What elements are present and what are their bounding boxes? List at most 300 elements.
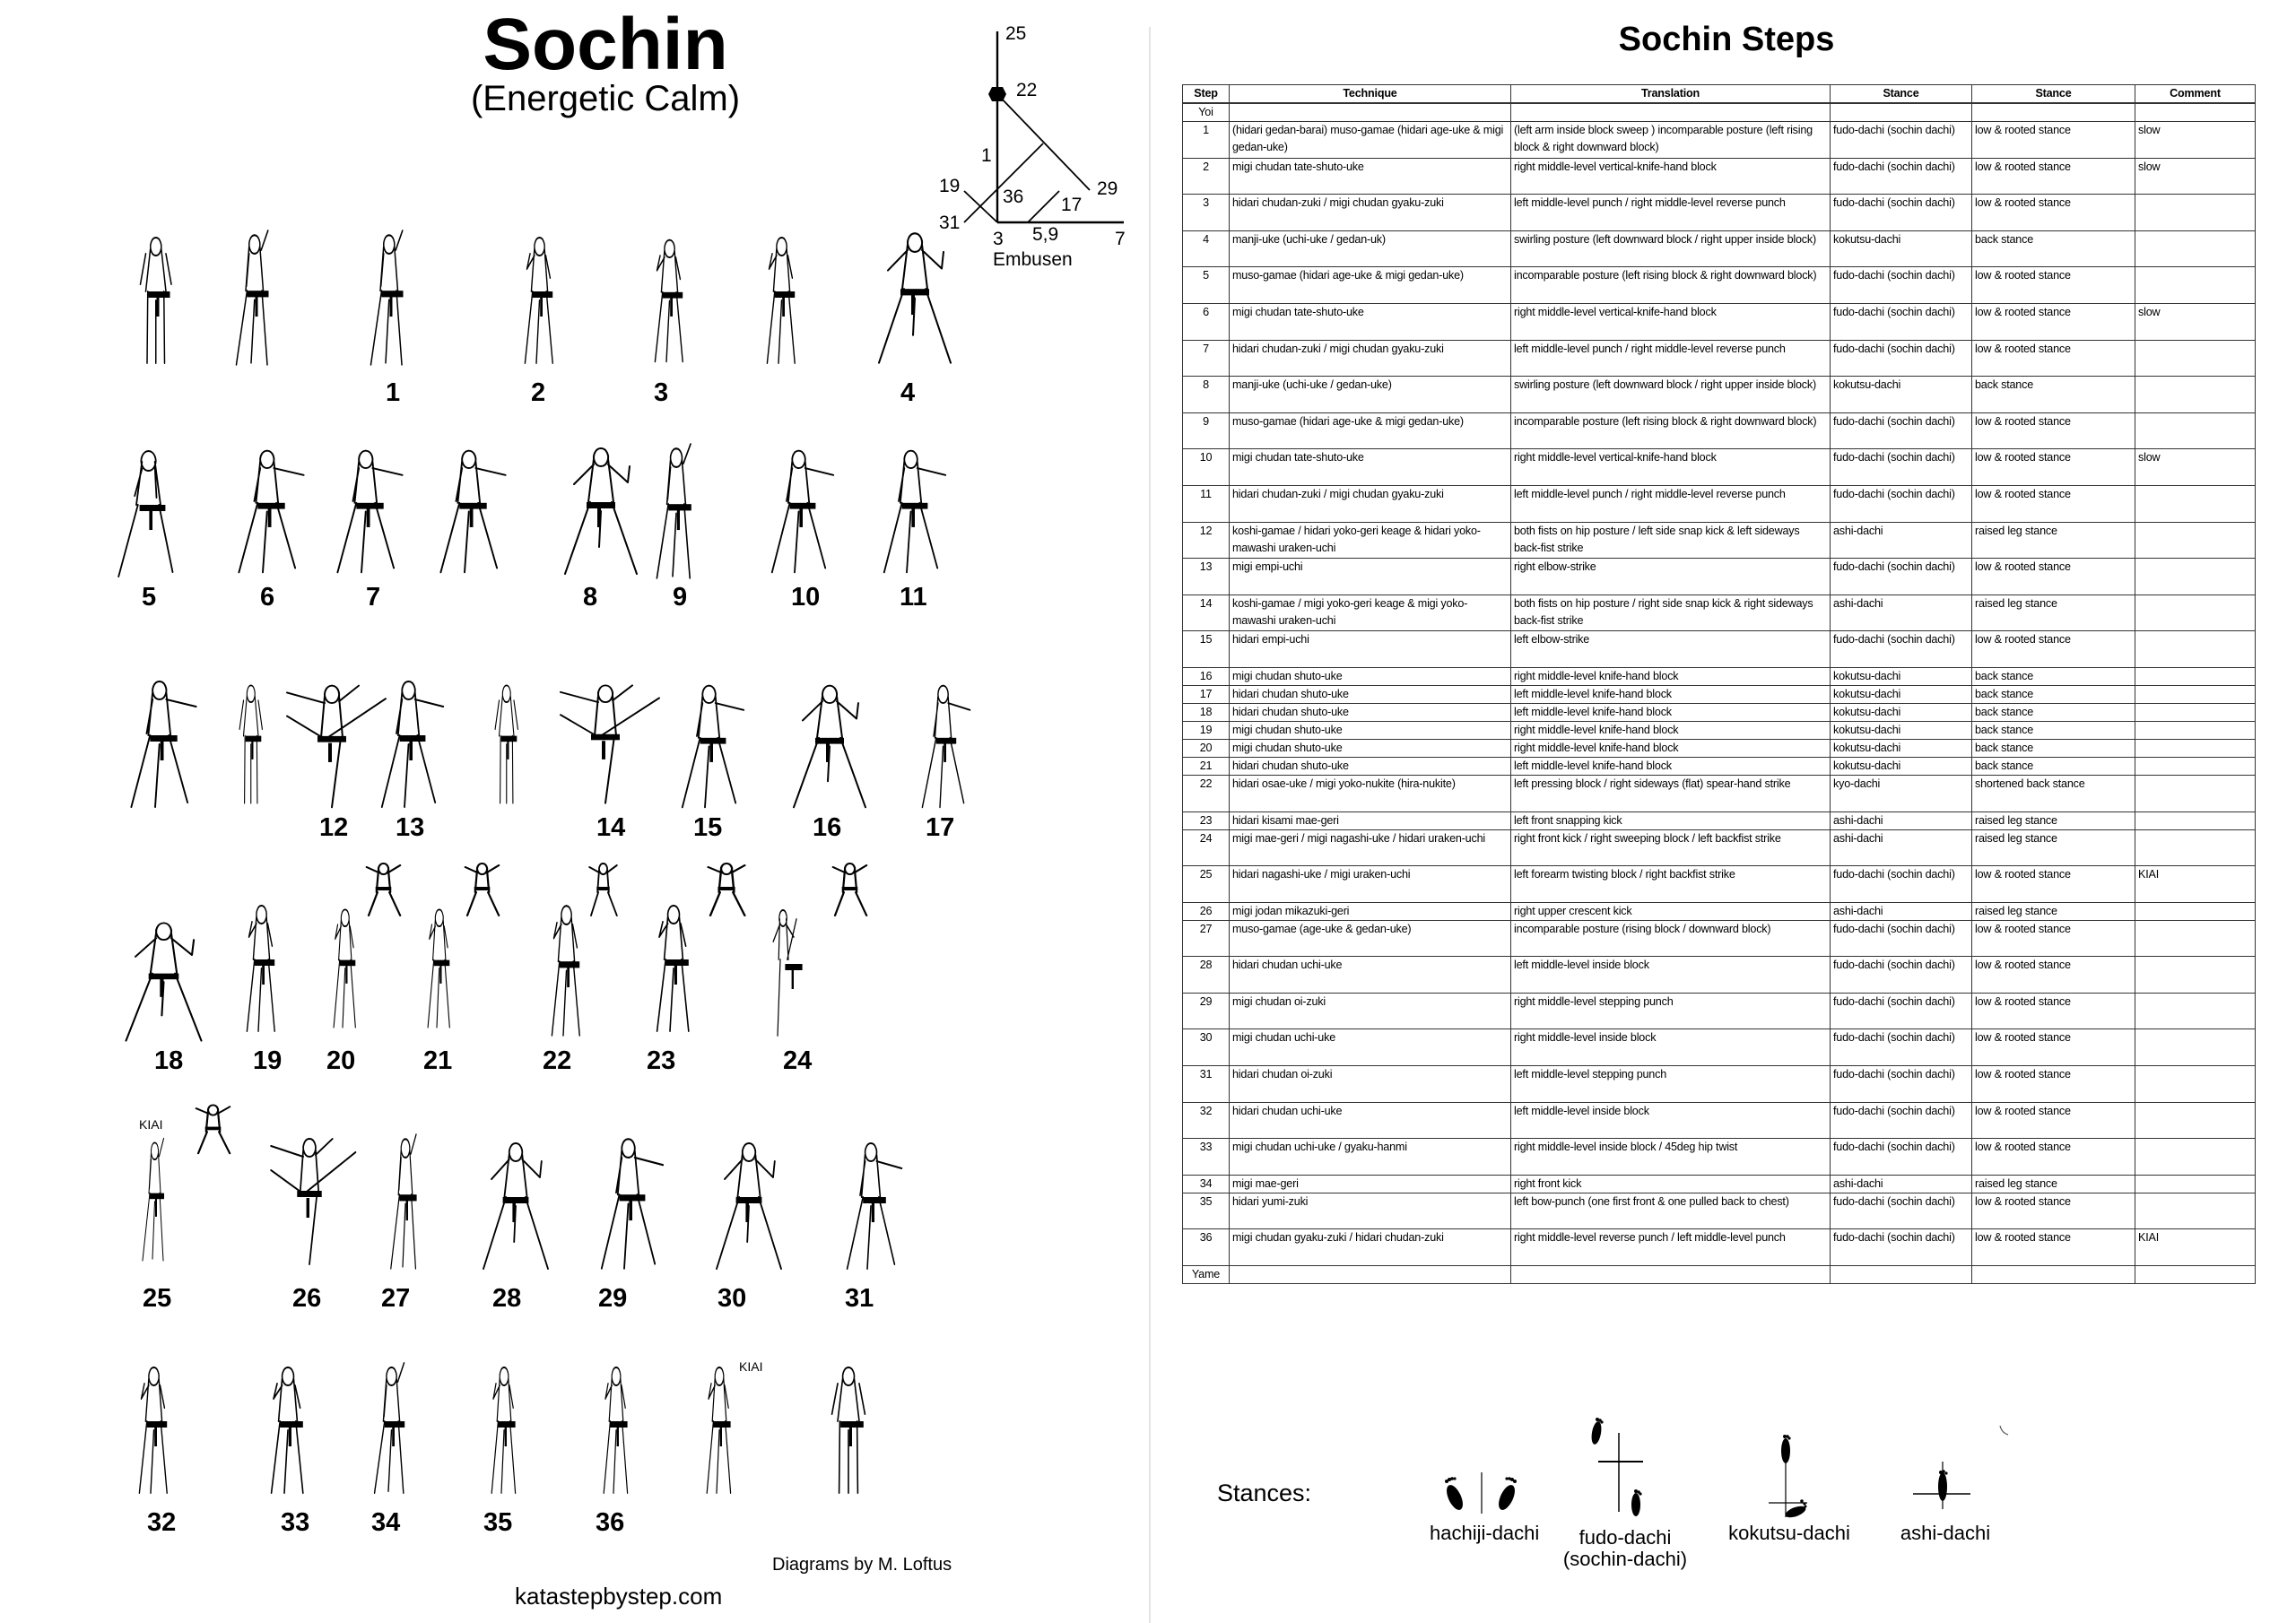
step-cell: 15 [1183, 631, 1230, 668]
stance-description-cell: low & rooted stance [1972, 631, 2135, 668]
karateka-icon [641, 231, 704, 370]
stance-name: ashi-dachi [1900, 1522, 1991, 1544]
technique-cell: koshi-gamae / hidari yoko-geri keage & hidari yoko-mawashi uraken-uchi [1230, 522, 1511, 559]
figure-number: 16 [813, 813, 842, 842]
stance-cell: fudo-dachi (sochin dachi) [1831, 1139, 1972, 1176]
table-row [1183, 559, 2256, 595]
technique-cell: migi empi-uchi [1230, 559, 1511, 595]
table-row [1183, 631, 2256, 668]
karateka-icon [359, 856, 408, 919]
stance-description-cell: low & rooted stance [1972, 866, 2135, 903]
technique-cell: muso-gamae (age-uke & gedan-uke) [1230, 920, 1511, 957]
translation-cell: right middle-level stepping punch [1511, 993, 1831, 1029]
step-cell: 17 [1183, 685, 1230, 703]
comment-cell [2135, 412, 2256, 449]
translation-cell: right middle-level knife-hand block [1511, 739, 1831, 757]
table-header-row [1183, 85, 2256, 104]
step-cell: 5 [1183, 267, 1230, 304]
stance-cell: fudo-dachi (sochin dachi) [1831, 1229, 1972, 1266]
figure-number: 35 [483, 1508, 513, 1537]
table-row [1183, 340, 2256, 377]
kata-title: Sochin [483, 4, 728, 85]
technique-cell: migi chudan oi-zuki [1230, 993, 1511, 1029]
step-cell: 18 [1183, 703, 1230, 721]
figure-number: 28 [492, 1284, 522, 1313]
karateka-icon [233, 897, 296, 1040]
steps-table [1182, 84, 2256, 1284]
technique-cell [1230, 103, 1511, 122]
figure-number: 11 [900, 583, 927, 612]
stance-description-cell: low & rooted stance [1972, 340, 2135, 377]
karateka-icon [785, 677, 874, 816]
comment-cell: KIAI [2135, 866, 2256, 903]
column-header-comment: Comment [2135, 85, 2256, 104]
step-cell: 13 [1183, 559, 1230, 595]
step-cell: 27 [1183, 920, 1230, 957]
page-divider [1149, 27, 1151, 1623]
figure-number: 25 [143, 1284, 172, 1313]
figure-number: 23 [647, 1046, 676, 1075]
karateka-icon [695, 1358, 749, 1502]
figure-number: 3 [654, 378, 669, 407]
column-header-technique: Technique [1230, 85, 1511, 104]
karateka-figure [363, 1358, 426, 1502]
stance-description-cell: raised leg stance [1972, 522, 2135, 559]
karateka-figure [762, 442, 843, 581]
karateka-icon [256, 1130, 363, 1273]
feet-parallel-icon [1439, 1471, 1528, 1524]
comment-cell [2135, 957, 2256, 994]
comment-cell: KIAI [2135, 1229, 2256, 1266]
stance-cell: ashi-dachi [1831, 595, 1972, 631]
technique-cell: migi mae-geri [1230, 1175, 1511, 1193]
karateka-figure [475, 1134, 556, 1278]
technique-cell: migi chudan tate-shuto-uke [1230, 303, 1511, 340]
technique-cell: hidari chudan uchi-uke [1230, 1102, 1511, 1139]
embusen-label: 19 [939, 176, 961, 196]
stance-cell: fudo-dachi (sochin dachi) [1831, 195, 1972, 231]
stance-cell: fudo-dachi (sochin dachi) [1831, 631, 1972, 668]
technique-cell: hidari chudan shuto-uke [1230, 685, 1511, 703]
karateka-figure [381, 1130, 435, 1278]
karateka-icon [592, 1130, 673, 1278]
stance-description-cell: back stance [1972, 230, 2135, 267]
karateka-icon [816, 1358, 888, 1502]
karateka-figure [188, 1098, 238, 1157]
karateka-figure [695, 1358, 749, 1502]
stance-description-cell: low & rooted stance [1972, 1066, 2135, 1103]
step-cell: 33 [1183, 1139, 1230, 1176]
start-marker-icon [988, 87, 1006, 101]
technique-cell: muso-gamae (hidari age-uke & migi gedan-uke) [1230, 267, 1511, 304]
figure-number: 1 [386, 378, 401, 407]
steps-title: Sochin Steps [1618, 21, 1835, 58]
karateka-icon [229, 442, 314, 581]
karateka-icon [224, 226, 291, 374]
stance-description-cell: raised leg stance [1972, 595, 2135, 631]
karateka-icon [188, 1098, 238, 1157]
karateka-figure [709, 1134, 789, 1278]
karateka-figure [583, 856, 623, 919]
figure-number: 21 [423, 1046, 453, 1075]
stance-cell: ashi-dachi [1831, 829, 1972, 866]
karateka-figure [135, 1134, 179, 1269]
embusen-label: 3 [993, 229, 1004, 249]
stance-description-cell: low & rooted stance [1972, 267, 2135, 304]
karateka-figure [480, 1358, 534, 1502]
table-row [1183, 685, 2256, 703]
figure-number: 36 [596, 1508, 625, 1537]
karateka-icon [583, 856, 623, 919]
embusen-caption: Embusen [993, 249, 1073, 270]
karateka-icon [709, 1134, 789, 1278]
karateka-icon [874, 442, 955, 581]
embusen-label: 7 [1115, 229, 1126, 249]
translation-cell: right upper crescent kick [1511, 902, 1831, 920]
table-row [1183, 1029, 2256, 1066]
table-row [1183, 1193, 2256, 1229]
comment-cell [2135, 902, 2256, 920]
karateka-figure [121, 673, 206, 816]
translation-cell: left forearm twisting block / right backfist strike [1511, 866, 1831, 903]
karateka-figure [874, 442, 955, 581]
karateka-figure [870, 224, 960, 372]
figure-number: 29 [598, 1284, 628, 1313]
stance-description-cell: low & rooted stance [1972, 1229, 2135, 1266]
figure-number: 31 [845, 1284, 874, 1313]
translation-cell: left pressing block / right sideways (flat) spear-hand strike [1511, 775, 1831, 812]
comment-cell [2135, 195, 2256, 231]
karateka-figure [753, 229, 816, 372]
karateka-figure [327, 442, 413, 581]
table-row [1183, 158, 2256, 195]
karateka-icon [372, 673, 453, 816]
stance-kokutsu-dachi [1762, 1426, 1816, 1529]
table-row [1183, 829, 2256, 866]
karateka-figure [256, 1358, 327, 1502]
translation-cell: left middle-level knife-hand block [1511, 685, 1831, 703]
table-row [1183, 757, 2256, 775]
technique-cell: hidari chudan shuto-uke [1230, 757, 1511, 775]
stance-description-cell: raised leg stance [1972, 1175, 2135, 1193]
comment-cell [2135, 559, 2256, 595]
table-row [1183, 377, 2256, 413]
figure-number: 10 [791, 583, 821, 612]
stance-description-cell: low & rooted stance [1972, 158, 2135, 195]
technique-cell: hidari chudan uchi-uke [1230, 957, 1511, 994]
stance-cell: fudo-dachi (sochin dachi) [1831, 158, 1972, 195]
technique-cell: migi chudan tate-shuto-uke [1230, 158, 1511, 195]
technique-cell: manji-uke (uchi-uke / gedan-uke) [1230, 377, 1511, 413]
stance-description-cell: low & rooted stance [1972, 1139, 2135, 1176]
translation-cell: swirling posture (left downward block / right upper inside block) [1511, 230, 1831, 267]
comment-cell [2135, 103, 2256, 122]
stance-cell: fudo-dachi (sochin dachi) [1831, 485, 1972, 522]
karateka-icon [126, 229, 193, 372]
stance-name: kokutsu-dachi [1728, 1522, 1850, 1544]
comment-cell [2135, 522, 2256, 559]
karateka-figure [224, 226, 291, 374]
step-cell: 6 [1183, 303, 1230, 340]
stance-description-cell: back stance [1972, 685, 2135, 703]
stance-description-cell [1972, 1266, 2135, 1284]
stance-cell [1831, 1266, 1972, 1284]
stance-description-cell: back stance [1972, 721, 2135, 739]
stance-cell: kokutsu-dachi [1831, 230, 1972, 267]
figure-number: 34 [371, 1508, 401, 1537]
translation-cell: both fists on hip posture / left side snap kick & left sideways back-fist strike [1511, 522, 1831, 559]
technique-cell: hidari yumi-zuki [1230, 1193, 1511, 1229]
karateka-icon [417, 901, 466, 1036]
karateka-figure [430, 442, 516, 581]
karateka-figure [839, 1134, 910, 1278]
embusen-label: 36 [1003, 187, 1024, 207]
step-cell: 21 [1183, 757, 1230, 775]
step-cell: 1 [1183, 122, 1230, 159]
translation-cell: right elbow-strike [1511, 559, 1831, 595]
table-row [1183, 721, 2256, 739]
figure-number: 22 [543, 1046, 572, 1075]
step-cell: 28 [1183, 957, 1230, 994]
table-row [1183, 412, 2256, 449]
technique-cell: hidari chudan oi-zuki [1230, 1066, 1511, 1103]
stance-cell: kokutsu-dachi [1831, 757, 1972, 775]
karateka-icon [363, 1358, 426, 1502]
translation-cell: incomparable posture (left rising block & right downward block) [1511, 267, 1831, 304]
step-cell: Yame [1183, 1266, 1230, 1284]
table-row [1183, 1139, 2256, 1176]
karateka-icon [117, 915, 211, 1049]
karateka-figure [229, 442, 314, 581]
stance-cell: fudo-dachi (sochin dachi) [1831, 1066, 1972, 1103]
stance-description-cell: back stance [1972, 703, 2135, 721]
karateka-icon [112, 442, 193, 586]
stance-description-cell: low & rooted stance [1972, 449, 2135, 486]
translation-cell: left middle-level stepping punch [1511, 1066, 1831, 1103]
step-cell: 36 [1183, 1229, 1230, 1266]
stance-fudo-dachi [1587, 1415, 1650, 1527]
stance-description-cell: back stance [1972, 739, 2135, 757]
karateka-figure [700, 856, 753, 919]
table-row [1183, 595, 2256, 631]
technique-cell: migi chudan shuto-uke [1230, 739, 1511, 757]
figure-number: 12 [319, 813, 349, 842]
table-row [1183, 1102, 2256, 1139]
figure-number: 24 [783, 1046, 813, 1075]
translation-cell [1511, 103, 1831, 122]
comment-cell [2135, 775, 2256, 812]
technique-cell: migi chudan uchi-uke [1230, 1029, 1511, 1066]
karateka-figure [592, 1130, 673, 1278]
translation-cell: left front snapping kick [1511, 812, 1831, 829]
table-row [1183, 667, 2256, 685]
embusen-label: 1 [981, 145, 992, 166]
step-cell: 11 [1183, 485, 1230, 522]
technique-cell: hidari chudan shuto-uke [1230, 703, 1511, 721]
stance-cell: ashi-dachi [1831, 812, 1972, 829]
stance-cell: fudo-dachi (sochin dachi) [1831, 412, 1972, 449]
karateka-figure [417, 901, 466, 1036]
translation-cell: right middle-level reverse punch / left middle-level punch [1511, 1229, 1831, 1266]
figure-number: 20 [326, 1046, 356, 1075]
figure-number: 14 [596, 813, 626, 842]
translation-cell: (left arm inside block sweep ) incomparable posture (left rising block & right downward block) [1511, 122, 1831, 159]
table-row [1183, 449, 2256, 486]
embusen-label: 5,9 [1032, 224, 1059, 245]
comment-cell [2135, 267, 2256, 304]
table-row [1183, 485, 2256, 522]
karateka-icon [592, 1358, 646, 1502]
comment-cell [2135, 812, 2256, 829]
stance-cell: fudo-dachi (sochin dachi) [1831, 449, 1972, 486]
karateka-icon [870, 224, 960, 372]
karateka-icon [359, 226, 426, 374]
figure-number: 27 [381, 1284, 411, 1313]
comment-cell [2135, 340, 2256, 377]
translation-cell: left middle-level punch / right middle-level reverse punch [1511, 485, 1831, 522]
karateka-figure [126, 1358, 188, 1502]
figure-number: 7 [366, 583, 381, 612]
step-cell: 26 [1183, 902, 1230, 920]
step-cell: 20 [1183, 739, 1230, 757]
stance-cell: fudo-dachi (sochin dachi) [1831, 993, 1972, 1029]
karateka-icon [475, 1134, 556, 1278]
step-cell: 2 [1183, 158, 1230, 195]
karateka-figure [112, 442, 193, 586]
technique-cell: hidari nagashi-uke / migi uraken-uchi [1230, 866, 1511, 903]
stance-cell: ashi-dachi [1831, 522, 1972, 559]
karateka-figure [915, 677, 978, 816]
step-cell: 24 [1183, 829, 1230, 866]
stance-cell: fudo-dachi (sochin dachi) [1831, 559, 1972, 595]
stance-name: hachiji-dachi [1430, 1522, 1540, 1544]
figure-number: 26 [292, 1284, 322, 1313]
comment-cell: slow [2135, 303, 2256, 340]
comment-cell [2135, 1139, 2256, 1176]
karateka-figure [825, 856, 874, 919]
step-cell: 31 [1183, 1066, 1230, 1103]
translation-cell [1511, 1266, 1831, 1284]
comment-cell [2135, 685, 2256, 703]
table-row [1183, 902, 2256, 920]
step-cell: 22 [1183, 775, 1230, 812]
table-row [1183, 957, 2256, 994]
stance-description-cell: low & rooted stance [1972, 303, 2135, 340]
stance-description-cell: low & rooted stance [1972, 993, 2135, 1029]
figure-number: 32 [147, 1508, 177, 1537]
step-cell: 30 [1183, 1029, 1230, 1066]
karateka-icon [644, 439, 716, 587]
figure-number: 4 [900, 378, 916, 407]
figure-number: 15 [693, 813, 723, 842]
karateka-figure [359, 226, 426, 374]
step-cell: 8 [1183, 377, 1230, 413]
translation-cell: left middle-level knife-hand block [1511, 703, 1831, 721]
karateka-figure [372, 673, 453, 816]
table-row [1183, 866, 2256, 903]
steps-table-body [1183, 103, 2256, 1284]
comment-cell [2135, 485, 2256, 522]
table-row [1183, 522, 2256, 559]
karateka-figure [543, 677, 668, 812]
table-row [1183, 1066, 2256, 1103]
karateka-icon [430, 442, 516, 581]
figure-number: 33 [281, 1508, 310, 1537]
technique-cell: hidari kisami mae-geri [1230, 812, 1511, 829]
table-row [1183, 103, 2256, 122]
technique-cell: migi chudan shuto-uke [1230, 721, 1511, 739]
stance-description-cell: shortened back stance [1972, 775, 2135, 812]
translation-cell: left elbow-strike [1511, 631, 1831, 668]
comment-cell [2135, 721, 2256, 739]
stance-cell: fudo-dachi (sochin dachi) [1831, 267, 1972, 304]
stance-description-cell: back stance [1972, 667, 2135, 685]
comment-cell [2135, 1193, 2256, 1229]
karateka-figure [785, 677, 874, 816]
comment-cell [2135, 703, 2256, 721]
stance-cell: fudo-dachi (sochin dachi) [1831, 866, 1972, 903]
step-cell: 4 [1183, 230, 1230, 267]
table-row [1183, 775, 2256, 812]
technique-cell: migi chudan shuto-uke [1230, 667, 1511, 685]
karateka-icon [556, 439, 646, 583]
karateka-icon [256, 1358, 327, 1502]
table-row [1183, 920, 2256, 957]
stance-cell: fudo-dachi (sochin dachi) [1831, 1193, 1972, 1229]
stance-cell: kokutsu-dachi [1831, 685, 1972, 703]
comment-cell [2135, 993, 2256, 1029]
figure-number: 2 [531, 378, 546, 407]
stance-alt-name: (sochin-dachi) [1562, 1548, 1688, 1570]
stance-cell: fudo-dachi (sochin dachi) [1831, 957, 1972, 994]
column-header-translation: Translation [1511, 85, 1831, 104]
step-cell: 34 [1183, 1175, 1230, 1193]
stance-description-cell: low & rooted stance [1972, 957, 2135, 994]
step-cell: 25 [1183, 866, 1230, 903]
embusen-label: 17 [1061, 195, 1083, 215]
comment-cell [2135, 920, 2256, 957]
stance-description-cell: back stance [1972, 377, 2135, 413]
table-row [1183, 195, 2256, 231]
technique-cell: manji-uke (uchi-uke / gedan-uk) [1230, 230, 1511, 267]
stance-description-cell: low & rooted stance [1972, 1193, 2135, 1229]
comment-cell [2135, 1066, 2256, 1103]
website-link[interactable]: katastepbystep.com [515, 1583, 723, 1610]
translation-cell: right front kick / right sweeping block / left backfist strike [1511, 829, 1831, 866]
comment-cell [2135, 1102, 2256, 1139]
embusen-diagram [933, 18, 1148, 278]
comment-cell [2135, 377, 2256, 413]
karateka-icon [700, 856, 753, 919]
comment-cell [2135, 1175, 2256, 1193]
karateka-figure [457, 856, 507, 919]
table-row [1183, 1175, 2256, 1193]
step-cell: 35 [1183, 1193, 1230, 1229]
technique-cell [1230, 1266, 1511, 1284]
table-row [1183, 703, 2256, 721]
technique-cell: hidari chudan-zuki / migi chudan gyaku-zuki [1230, 340, 1511, 377]
step-cell: 29 [1183, 993, 1230, 1029]
step-cell: 16 [1183, 667, 1230, 685]
stance-description-cell: low & rooted stance [1972, 195, 2135, 231]
step-cell: 3 [1183, 195, 1230, 231]
karateka-figure [816, 1358, 888, 1502]
translation-cell: right middle-level vertical-knife-hand block [1511, 303, 1831, 340]
technique-cell: migi mae-geri / migi nagashi-uke / hidari uraken-uchi [1230, 829, 1511, 866]
stance-description-cell: low & rooted stance [1972, 1029, 2135, 1066]
embusen-label: 22 [1016, 80, 1038, 100]
translation-cell: right middle-level vertical-knife-hand block [1511, 449, 1831, 486]
